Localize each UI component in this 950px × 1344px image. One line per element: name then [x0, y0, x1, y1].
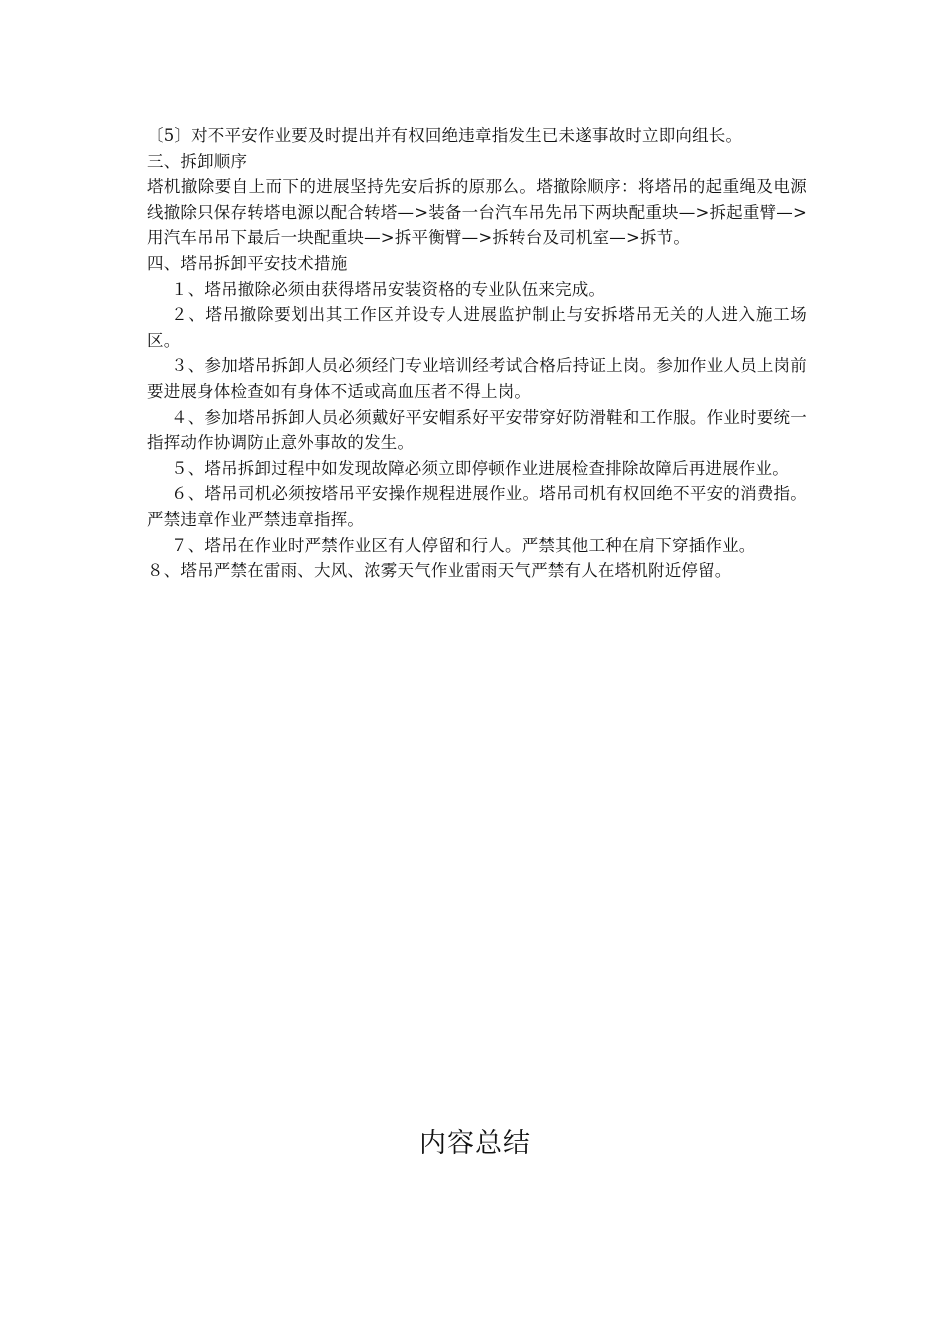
- section-heading-4: 四、塔吊拆卸平安技术措施: [147, 253, 348, 273]
- section-heading-3: 三、拆卸顺序: [147, 151, 248, 171]
- measure-item-2: ２、塔吊撤除要划出其工作区并设专人进展监护制止与安拆塔吊无关的人进入施工场区。: [147, 305, 807, 350]
- measure-item-5: ５、塔吊拆卸过程中如发现故障必须立即停顿作业进展检查排除故障后再进展作业。: [171, 458, 789, 478]
- paragraph-dismantle-order: 塔机撤除要自上而下的进展坚持先安后拆的原那么。塔撤除顺序：将塔吊的起重绳及电源线撤除只保存转塔电源以配合转塔—>装备一台汽车吊先吊下两块配重块—>拆起重臂—>用汽车吊吊下最后一块配重块—>拆平衡臂—>拆转台及司机室—>拆节。: [147, 177, 807, 248]
- summary-title: 内容总结: [419, 1128, 531, 1159]
- document-body: [147, 123, 807, 584]
- measure-item-4: ４、参加塔吊拆卸人员必须戴好平安帽系好平安带穿好防滑鞋和工作服。作业时要统一指挥动作协调防止意外事故的发生。: [147, 407, 807, 453]
- measure-item-1: １、塔吊撤除必须由获得塔吊安装资格的专业队伍来完成。: [171, 279, 606, 299]
- measure-item-6: ６、塔吊司机必须按塔吊平安操作规程进展作业。塔吊司机有权回绝不平安的消费指。严禁违章作业严禁违章指挥。: [147, 484, 807, 529]
- paragraph-1: 〔5〕对不平安作业要及时提出并有权回绝违章指发生已未遂事故时立即向组长。: [147, 126, 743, 145]
- measure-item-7: ７、塔吊在作业时严禁作业区有人停留和行人。严禁其他工种在肩下穿插作业。: [171, 535, 756, 555]
- measure-item-3: ３、参加塔吊拆卸人员必须经门专业培训经考试合格后持证上岗。参加作业人员上岗前要进展身体检查如有身体不适或高血压者不得上岗。: [147, 356, 807, 401]
- measure-item-8: ８、塔吊严禁在雷雨、大风、浓雾天气作业雷雨天气严禁有人在塔机附近停留。: [147, 561, 732, 581]
